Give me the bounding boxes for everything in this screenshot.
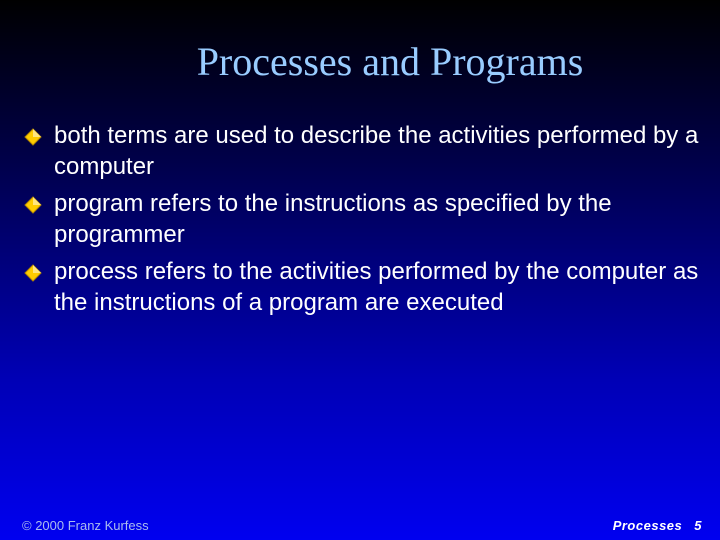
bullet-text: both terms are used to describe the activities performed by a computer xyxy=(54,122,699,180)
footer-page-info xyxy=(613,518,702,533)
bullet-text: program refers to the instructions as specified by the programmer xyxy=(54,190,612,248)
bullet-item xyxy=(22,120,712,182)
page-number: 5 xyxy=(694,518,702,533)
footer-copyright: © 2000 Franz Kurfess xyxy=(22,518,149,533)
bullet-item xyxy=(22,188,712,250)
bullet-item xyxy=(22,256,712,318)
diamond-icon xyxy=(24,196,42,214)
bullet-text: process refers to the activities performed by the computer as the instructions of a program are executed xyxy=(54,258,699,316)
diamond-icon xyxy=(24,128,42,146)
footer-section: Processes xyxy=(612,518,683,533)
bullet-list xyxy=(22,120,712,324)
diamond-icon xyxy=(24,264,42,282)
slide-title: Processes and Programs xyxy=(196,39,584,84)
